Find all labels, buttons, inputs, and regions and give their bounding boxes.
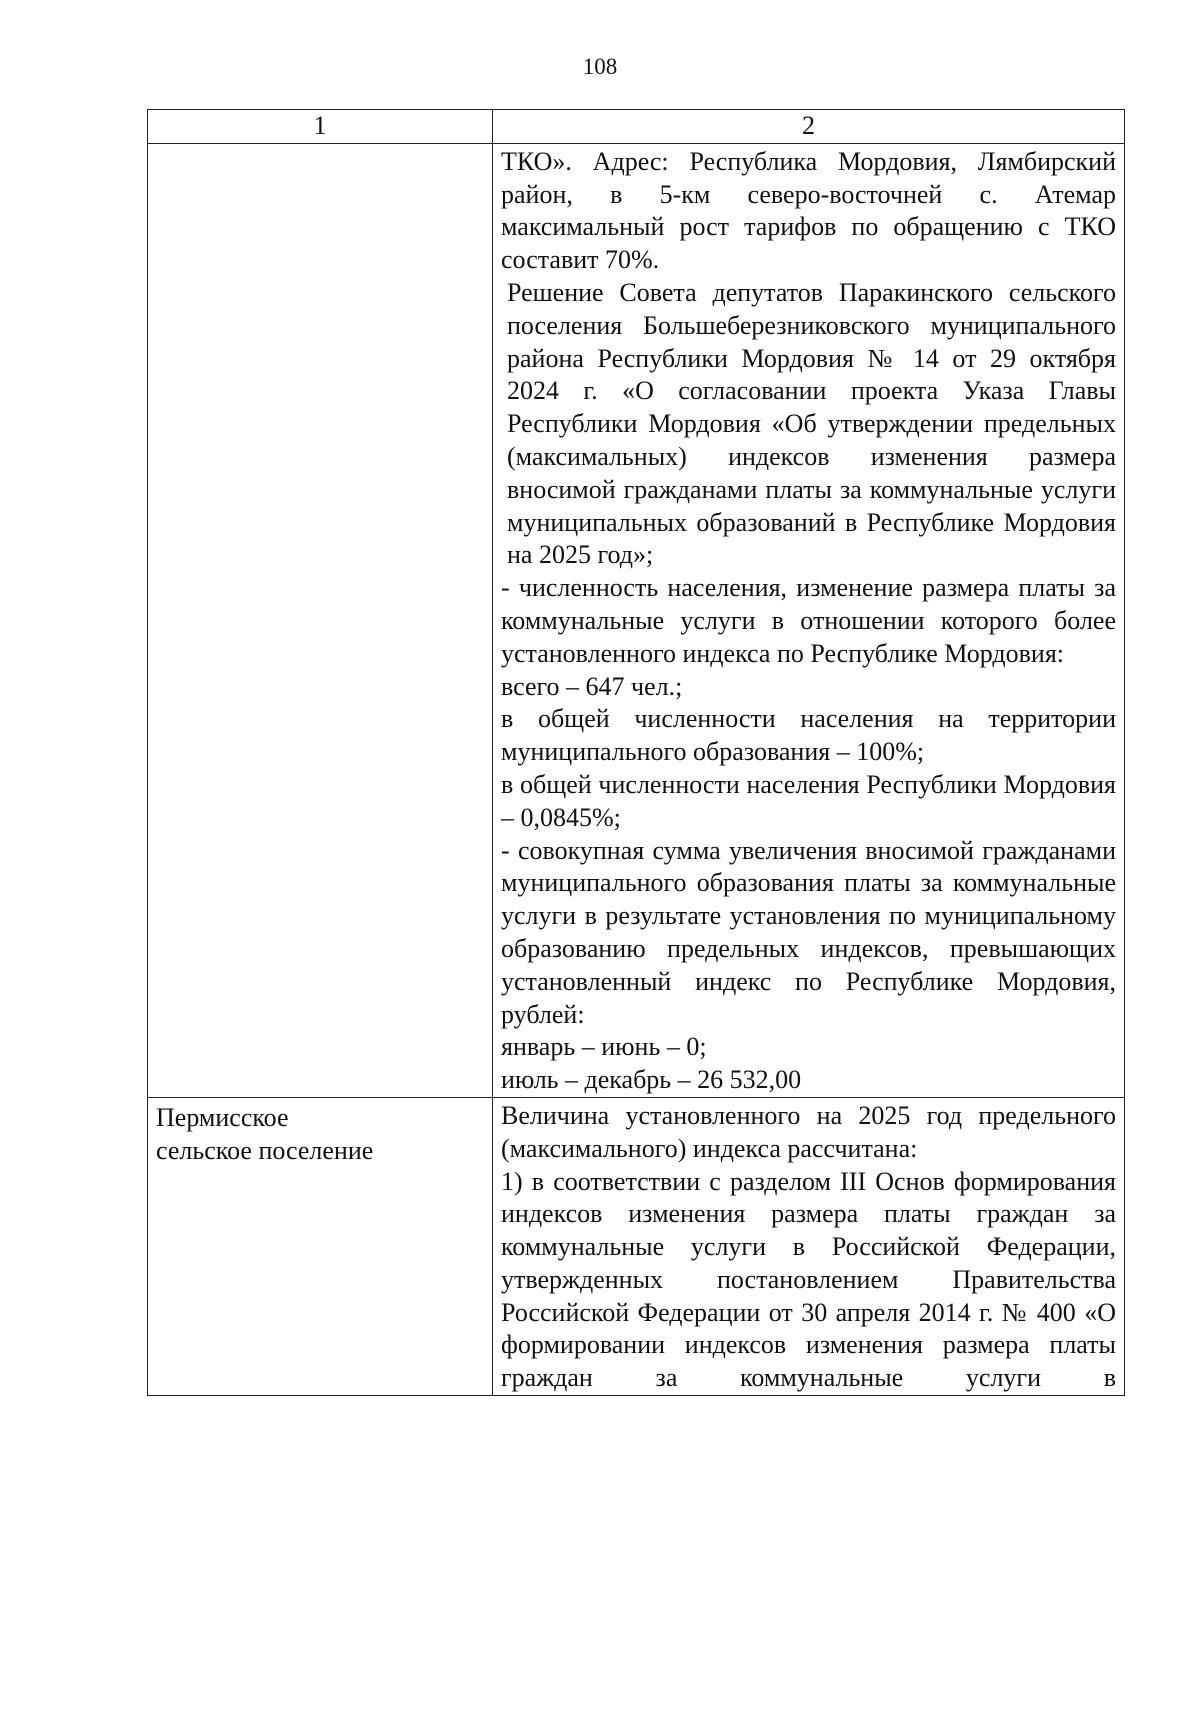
paragraph-tko-address: ТКО». Адрес: Республика Мордовия, Лямбирский район, в 5-км северо-восточней с. Атемар максимальный рост тарифов по обращению с ТКО составит 70%. <box>501 146 1116 275</box>
municipality-name-line1: Пермисское <box>156 1102 289 1132</box>
column-header-1: 1 <box>148 110 493 144</box>
table-row <box>148 143 1125 1097</box>
table-header-row <box>148 110 1125 144</box>
description-cell <box>493 1097 1125 1395</box>
paragraph-population-share-republic: в общей численности населения Республики Мордовия – 0,0845%; <box>501 769 1116 832</box>
paragraph-population-total: всего – 647 чел.; <box>501 671 683 701</box>
paragraph-jan-jun: январь – июнь – 0; <box>501 1032 707 1062</box>
paragraph-population-intro: - численность населения, изменение размера платы за коммунальные услуги в отношении которого более установленного индекса по Республике Мордовия: <box>501 573 1116 668</box>
paragraph-jul-dec: июль – декабрь – 26 532,00 <box>501 1065 802 1095</box>
municipality-name-cell <box>148 1097 493 1395</box>
paragraph-population-share-municipal: в общей численности населения на территории муниципального образования – 100%; <box>501 704 1116 767</box>
municipality-name-line2: сельское поселение <box>156 1135 374 1165</box>
column-header-2: 2 <box>493 110 1125 144</box>
municipality-name-cell <box>148 143 493 1097</box>
table-row <box>148 1097 1125 1395</box>
paragraph-total-increase: - совокупная сумма увеличения вносимой гражданами муниципального образования платы за коммунальные услуги в результате установления по муниципальному образованию предельных индексов, превышающих установленный индекс по Республике Мордовия, рублей: <box>501 835 1116 1029</box>
paragraph-calculation-basis: 1) в соответствии с разделом III Основ формирования индексов изменения размера платы граждан за коммунальные услуги в Российской Федерации, утвержденных постановлением Правительства Российской Федерации от 30 апреля 2014 г. № 400 «О формировании индексов изменения размера платы граждан за коммунальные услуги в <box>501 1166 1116 1393</box>
page-number: 108 <box>582 54 618 79</box>
description-cell <box>493 143 1125 1097</box>
paragraph-index-value: Величина установленного на 2025 год предельного (максимального) индекса рассчитана: <box>501 1100 1116 1163</box>
data-table <box>147 109 1125 1396</box>
paragraph-council-decision: Решение Совета депутатов Паракинского сельского поселения Большеберезниковского муниципального района Республики Мордовия № 14 от 29 октября 2024 г. «О согласовании проекта Указа Главы Республики Мордовия «Об утверждении предельных (максимальных) индексов изменения размера вносимой гражданами платы за коммунальные услуги муниципальных образований в Республике Мордовия на 2025 год»; <box>507 277 1116 570</box>
